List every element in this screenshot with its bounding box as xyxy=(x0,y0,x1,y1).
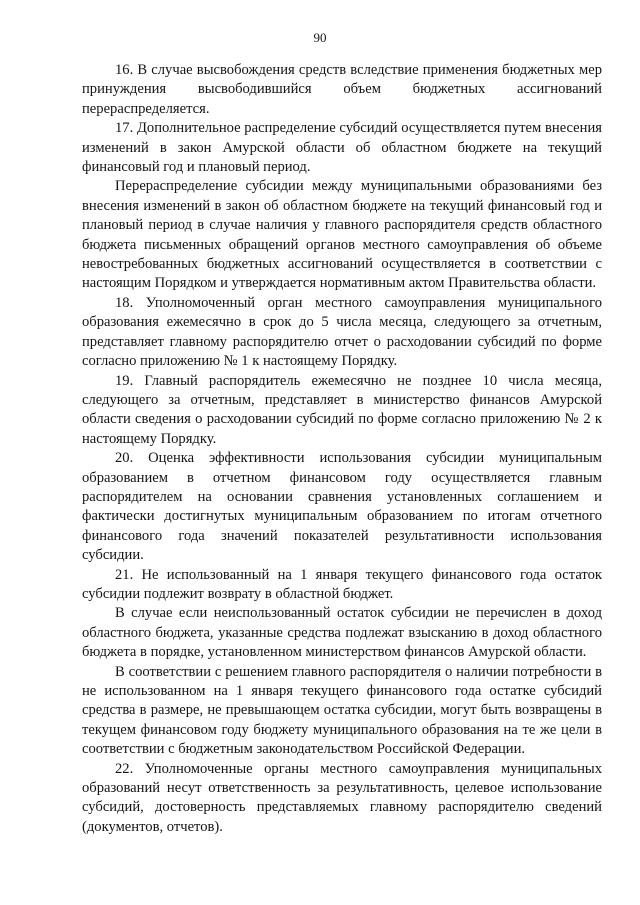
paragraph-21: 21. Не использованный на 1 января текущего финансового года остаток субсидии подлежит возврату в областной бюджет. xyxy=(82,566,602,602)
paragraph-21-recovery: В случае если неиспользованный остаток субсидии не перечислен в доход областного бюджета, указанные средства подлежат взысканию в доход областного бюджета в порядке, установленном министерством финансов Амурской области. xyxy=(82,605,602,661)
paragraph-17-redistribution: Перераспределение субсидии между муниципальными образованиями без внесения изменений в закон об областном бюджете на текущий финансовый год и плановый период в случае наличия у главного распорядителя средств областного бюджета письменных обращений органов местного самоуправления об объеме невостребованных бюджетных ассигнований осуществляется в соответствии с настоящим Порядком и утверждается нормативным актом Правительства области. xyxy=(82,178,602,292)
paragraph-21-return: В соответствии с решением главного распорядителя о наличии потребности в не использованном на 1 января текущего финансового года остатке субсидий средства в размере, не превышающем остатка субсидии, могут быть возвращены в текущем финансовом году бюджету муниципального образования на те же цели в соответствии с бюджетным законодательством Российской Федерации. xyxy=(82,663,602,758)
page-number: 90 xyxy=(313,30,327,45)
document-body xyxy=(82,61,602,837)
paragraph-16: 16. В случае высвобождения средств вследствие применения бюджетных мер принуждения высвободившийся объем бюджетных ассигнований перераспределяется. xyxy=(82,62,602,117)
paragraph-17: 17. Дополнительное распределение субсидий осуществляется путем внесения изменений в закон Амурской области об областном бюджете на текущий финансовый год и плановый период. xyxy=(82,120,602,176)
paragraph-22: 22. Уполномоченные органы местного самоуправления муниципальных образований несут ответственность за результативность, целевое использование субсидий, достоверность представляемых главному распорядителю сведений (документов, отчетов). xyxy=(82,760,602,835)
paragraph-19: 19. Главный распорядитель ежемесячно не позднее 10 числа месяца, следующего за отчетным, представляет в министерство финансов Амурской области сведения о расходовании субсидий по форме согласно приложению № 2 к настоящему Порядку. xyxy=(82,372,602,447)
paragraph-20: 20. Оценка эффективности использования субсидии муниципальным образованием в отчетном финансовом году осуществляется главным распорядителем на основании сравнения установленных соглашением и фактически достигнутых муниципальным образованием по итогам отчетного финансового года значений показателей результативности использования субсидии. xyxy=(82,450,602,564)
paragraph-18: 18. Уполномоченный орган местного самоуправления муниципального образования ежемесячно в срок до 5 числа месяца, следующего за отчетным, представляет главному распорядителю отчет о расходовании субсидий по форме согласно приложению № 1 к настоящему Порядку. xyxy=(82,294,602,370)
